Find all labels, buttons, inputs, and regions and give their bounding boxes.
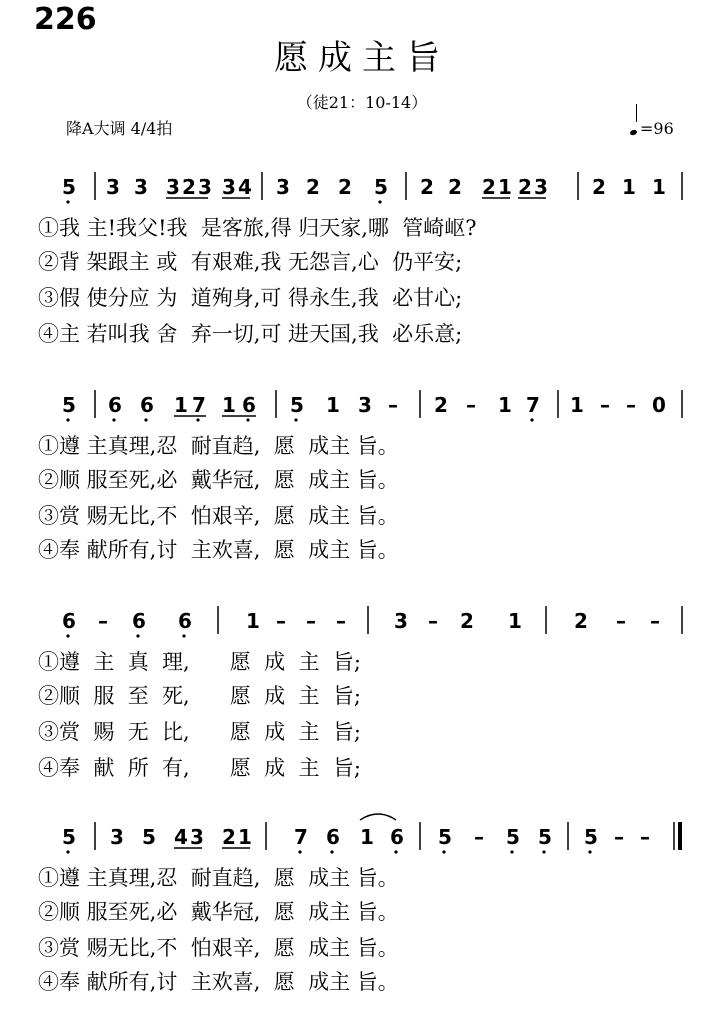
- svg-text:6: 6: [242, 393, 256, 417]
- svg-text:6: 6: [108, 393, 122, 417]
- svg-text:3: 3: [110, 825, 124, 849]
- notation-line-1: [0, 168, 724, 208]
- svg-text:7: 7: [192, 393, 206, 417]
- svg-text:2: 2: [434, 393, 448, 417]
- svg-text:1: 1: [652, 175, 666, 199]
- lyrics-line: ③赏 赐 无 比, 愿 成 主 旨;: [38, 720, 361, 744]
- svg-text:2: 2: [518, 175, 532, 199]
- lyrics-line: ②顺 服 至 死, 愿 成 主 旨;: [38, 684, 361, 708]
- lyrics-line: ②背 架跟主 或 有艰难,我 无怨言,心 仍平安;: [38, 250, 463, 274]
- svg-text:5: 5: [62, 393, 76, 417]
- svg-text:2: 2: [222, 825, 236, 849]
- tempo-marking: [630, 116, 674, 138]
- notation-line-4: [0, 818, 724, 858]
- svg-text:–: –: [98, 609, 108, 633]
- svg-text:1: 1: [570, 393, 584, 417]
- svg-text:5: 5: [538, 825, 552, 849]
- svg-text:6: 6: [390, 825, 404, 849]
- svg-text:6: 6: [178, 609, 192, 633]
- svg-text:–: –: [336, 609, 346, 633]
- lyrics-line: ③赏 赐无比,不 怕艰辛, 愿 成主 旨。: [38, 504, 399, 528]
- svg-text:3: 3: [276, 175, 290, 199]
- svg-text:5: 5: [142, 825, 156, 849]
- lyrics-line: ③赏 赐无比,不 怕艰辛, 愿 成主 旨。: [38, 936, 399, 960]
- svg-text:–: –: [474, 825, 484, 849]
- svg-text:2: 2: [460, 609, 474, 633]
- svg-text:3: 3: [166, 175, 180, 199]
- lyrics-line: ③假 使分应 为 道殉身,可 得永生,我 必甘心;: [38, 286, 463, 310]
- quarter-note-icon: [629, 129, 637, 136]
- svg-text:3: 3: [198, 175, 212, 199]
- svg-text:0: 0: [652, 393, 666, 417]
- svg-text:6: 6: [132, 609, 146, 633]
- svg-text:3: 3: [134, 175, 148, 199]
- svg-text:1: 1: [360, 825, 374, 849]
- svg-text:1: 1: [222, 393, 236, 417]
- svg-text:3: 3: [534, 175, 548, 199]
- lyrics-line: ④奉 献所有,讨 主欢喜, 愿 成主 旨。: [38, 538, 399, 562]
- lyrics-line: ①遵 主 真 理, 愿 成 主 旨;: [38, 650, 361, 674]
- svg-text:–: –: [306, 609, 316, 633]
- svg-text:–: –: [616, 609, 626, 633]
- notation-line-3: [0, 602, 724, 642]
- svg-text:2: 2: [182, 175, 196, 199]
- svg-text:6: 6: [140, 393, 154, 417]
- svg-text:1: 1: [498, 393, 512, 417]
- svg-text:1: 1: [622, 175, 636, 199]
- svg-text:2: 2: [482, 175, 496, 199]
- svg-text:–: –: [650, 609, 660, 633]
- svg-text:6: 6: [62, 609, 76, 633]
- svg-text:7: 7: [526, 393, 540, 417]
- svg-text:3: 3: [358, 393, 372, 417]
- lyrics-line: ②顺 服至死,必 戴华冠, 愿 成主 旨。: [38, 468, 399, 492]
- svg-text:5: 5: [506, 825, 520, 849]
- lyrics-line: ④主 若叫我 舍 弃一切,可 进天国,我 必乐意;: [38, 322, 463, 346]
- svg-text:3: 3: [190, 825, 204, 849]
- tempo-value: =96: [640, 119, 674, 138]
- lyrics-line: ②顺 服至死,必 戴华冠, 愿 成主 旨。: [38, 900, 399, 924]
- svg-text:1: 1: [246, 609, 260, 633]
- lyrics-line: ④奉 献 所 有, 愿 成 主 旨;: [38, 756, 361, 780]
- scripture-reference: （徒21：10-14）: [296, 93, 428, 112]
- svg-text:1: 1: [174, 393, 188, 417]
- svg-text:5: 5: [62, 825, 76, 849]
- svg-text:4: 4: [238, 175, 252, 199]
- svg-text:4: 4: [174, 825, 188, 849]
- svg-text:2: 2: [574, 609, 588, 633]
- svg-text:2: 2: [592, 175, 606, 199]
- svg-text:2: 2: [448, 175, 462, 199]
- key-signature: 降A大调 4/4拍: [66, 119, 173, 138]
- svg-text:3: 3: [222, 175, 236, 199]
- svg-text:–: –: [388, 393, 398, 417]
- lyrics-line: ④奉 献所有,讨 主欢喜, 愿 成主 旨。: [38, 970, 399, 994]
- lyrics-line: ①遵 主真理,忍 耐直趋, 愿 成主 旨。: [38, 866, 399, 890]
- svg-text:–: –: [276, 609, 286, 633]
- svg-text:5: 5: [584, 825, 598, 849]
- svg-text:5: 5: [290, 393, 304, 417]
- svg-text:5: 5: [438, 825, 452, 849]
- svg-text:1: 1: [508, 609, 522, 633]
- hymn-title: 愿成主旨: [274, 38, 450, 78]
- svg-text:5: 5: [62, 175, 76, 199]
- svg-text:1: 1: [238, 825, 252, 849]
- svg-text:3: 3: [394, 609, 408, 633]
- svg-text:2: 2: [306, 175, 320, 199]
- notation-line-2: [0, 386, 724, 426]
- svg-text:3: 3: [106, 175, 120, 199]
- svg-text:1: 1: [326, 393, 340, 417]
- hymn-number: 226: [34, 2, 97, 37]
- svg-text:–: –: [626, 393, 636, 417]
- svg-text:–: –: [640, 825, 650, 849]
- svg-text:2: 2: [420, 175, 434, 199]
- lyrics-line: ①遵 主真理,忍 耐直趋, 愿 成主 旨。: [38, 434, 399, 458]
- svg-text:2: 2: [338, 175, 352, 199]
- svg-text:6: 6: [326, 825, 340, 849]
- svg-text:–: –: [614, 825, 624, 849]
- svg-text:–: –: [600, 393, 610, 417]
- svg-text:5: 5: [374, 175, 388, 199]
- svg-text:7: 7: [294, 825, 308, 849]
- svg-text:1: 1: [498, 175, 512, 199]
- lyrics-line: ①我 主!我父!我 是客旅,得 归天家,哪 管崎岖?: [38, 216, 477, 240]
- svg-text:–: –: [428, 609, 438, 633]
- svg-text:–: –: [466, 393, 476, 417]
